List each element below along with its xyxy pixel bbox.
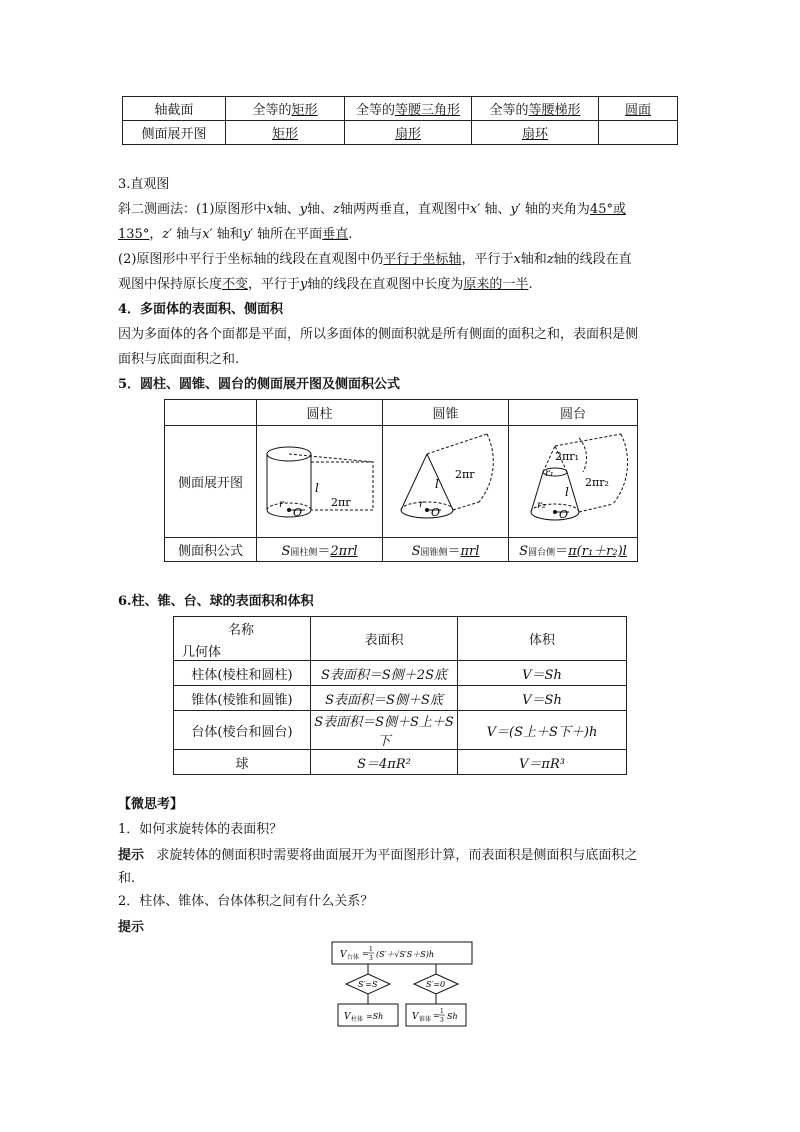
- table-cell: 全等的等腰三角形: [345, 97, 472, 121]
- table-header-cone: 圆锥: [383, 400, 509, 426]
- svg-text:V: V: [344, 1012, 351, 1022]
- svg-text:r₂: r₂: [537, 499, 546, 511]
- table-cell: S＝4πR²: [311, 750, 458, 775]
- row-label-formula: 侧面积公式: [165, 538, 257, 562]
- section-5-title: 5．圆柱、圆锥、圆台的侧面展开图及侧面积公式: [118, 377, 401, 392]
- frustum-unfold-diagram: [509, 432, 637, 532]
- geometry-section-table: [122, 96, 678, 145]
- cylinder-unfold-diagram: [257, 432, 382, 532]
- table-header-volume: 体积: [458, 617, 627, 661]
- cone-unfold-diagram: [383, 432, 508, 532]
- svg-text:2πr: 2πr: [455, 467, 475, 481]
- svg-text:Sh: Sh: [447, 1012, 458, 1021]
- svg-text:V: V: [412, 1012, 419, 1022]
- table-cell: V＝(S上＋S下＋)h: [458, 711, 627, 750]
- table-cell: S表面积＝S侧＋S上＋S下: [311, 711, 458, 750]
- table-cell: 全等的等腰梯形: [472, 97, 599, 121]
- svg-text:l: l: [565, 484, 569, 499]
- svg-text:柱体: 柱体: [351, 1016, 364, 1023]
- table-cell: 侧面展开图: [123, 121, 226, 145]
- volume-relation-flowchart: [328, 940, 478, 1034]
- svg-text:=Sh: =Sh: [366, 1012, 384, 1021]
- svg-text:2πr₁: 2πr₁: [555, 449, 579, 463]
- micro-title: 【微思考】: [118, 797, 184, 812]
- cone-figure-cell: [383, 426, 509, 538]
- answer: 提示 求旋转体的侧面积时需要将曲面展开为平面图形计算，而表面积是侧面积与底面积之: [118, 848, 638, 863]
- svg-text:=: =: [433, 1011, 440, 1020]
- table-cell: 球: [174, 750, 311, 775]
- table-header-cylinder: 圆柱: [257, 400, 383, 426]
- table-cell: 全等的矩形: [226, 97, 345, 121]
- answer-label: 提示: [118, 920, 145, 935]
- svg-text:V: V: [340, 950, 347, 960]
- svg-text:(S′＋√S′S＋S)h: (S′＋√S′S＋S)h: [376, 950, 435, 959]
- svg-text:3: 3: [369, 955, 373, 962]
- table-cell: 矩形: [226, 121, 345, 145]
- svg-text:S′=S: S′=S: [358, 980, 378, 989]
- paragraph: 135°，z′ 轴与x′ 轴和y′ 轴所在平面垂直.: [118, 227, 353, 242]
- frustum-figure-cell: [509, 426, 638, 538]
- table-diagonal-header: 名称 几何体: [174, 617, 311, 661]
- section-6-title: 6.柱、锥、台、球的表面积和体积: [118, 594, 314, 609]
- svg-text:r₁: r₁: [545, 467, 554, 479]
- paragraph: 观图中保持原长度不变，平行于y轴的线段在直观图中长度为原来的一半.: [118, 277, 533, 292]
- table-header-surface: 表面积: [311, 617, 458, 661]
- answer: 和.: [118, 871, 136, 886]
- table-cell: V＝Sh: [458, 661, 627, 686]
- table-cell: S表面积＝S侧＋S底: [311, 686, 458, 711]
- cylinder-figure-cell: [257, 426, 383, 538]
- table-cell: 扇环: [472, 121, 599, 145]
- surface-volume-table: [173, 616, 627, 775]
- svg-text:1: 1: [440, 1008, 444, 1015]
- svg-text:台体: 台体: [347, 954, 360, 961]
- paragraph: 斜二测画法：(1)原图形中x轴、y轴、z轴两两垂直，直观图中x′ 轴、y′ 轴的夹角为45°或: [118, 202, 626, 217]
- table-cell: 圆面: [599, 97, 678, 121]
- svg-text:3: 3: [440, 1017, 444, 1024]
- section-4-title: 4．多面体的表面积、侧面积: [118, 302, 284, 317]
- question: 2．柱体、锥体、台体体积之间有什么关系？: [118, 894, 374, 909]
- svg-text:S′=0: S′=0: [426, 980, 446, 989]
- formula-cone: S圆锥侧＝πrl: [383, 538, 509, 562]
- paragraph: 面积与底面面积之和.: [118, 352, 240, 367]
- table-cell: [599, 121, 678, 145]
- table-cell: 轴截面: [123, 97, 226, 121]
- table-cell: 锥体(棱锥和圆锥): [174, 686, 311, 711]
- svg-text:2πr₂: 2πr₂: [585, 475, 609, 489]
- svg-text:O: O: [559, 507, 569, 521]
- svg-text:锥体: 锥体: [419, 1016, 432, 1023]
- svg-text:O: O: [431, 505, 441, 519]
- formula-frustum: S圆台侧＝π(r₁＋r₂)l: [509, 538, 638, 562]
- svg-text:2πr: 2πr: [331, 495, 351, 509]
- svg-text:r: r: [419, 498, 424, 510]
- svg-text:r: r: [279, 498, 284, 510]
- svg-text:l: l: [435, 476, 439, 491]
- svg-text:1: 1: [369, 946, 373, 953]
- paragraph: 因为多面体的各个面都是平面，所以多面体的侧面积就是所有侧面的面积之和，表面积是侧: [118, 327, 639, 342]
- paragraph: (2)原图形中平行于坐标轴的线段在直观图中仍平行于坐标轴，平行于x轴和z轴的线段在直: [118, 252, 632, 267]
- table-cell: [165, 400, 257, 426]
- table-cell: V＝Sh: [458, 686, 627, 711]
- table-cell: 台体(棱台和圆台): [174, 711, 311, 750]
- svg-text:l: l: [315, 480, 319, 495]
- question: 1．如何求旋转体的表面积？: [118, 822, 283, 837]
- table-header-frustum: 圆台: [509, 400, 638, 426]
- svg-text:=: =: [362, 949, 369, 958]
- row-label-unfold: 侧面展开图: [165, 426, 257, 538]
- table-cell: 柱体(棱柱和圆柱): [174, 661, 311, 686]
- table-cell: V＝πR³: [458, 750, 627, 775]
- section-3-title: 3.直观图: [118, 177, 170, 192]
- table-cell: 扇形: [345, 121, 472, 145]
- lateral-surface-table: [164, 399, 638, 562]
- svg-text:O: O: [293, 505, 303, 519]
- formula-cylinder: S圆柱侧＝2πrl: [257, 538, 383, 562]
- table-cell: S表面积＝S侧＋2S底: [311, 661, 458, 686]
